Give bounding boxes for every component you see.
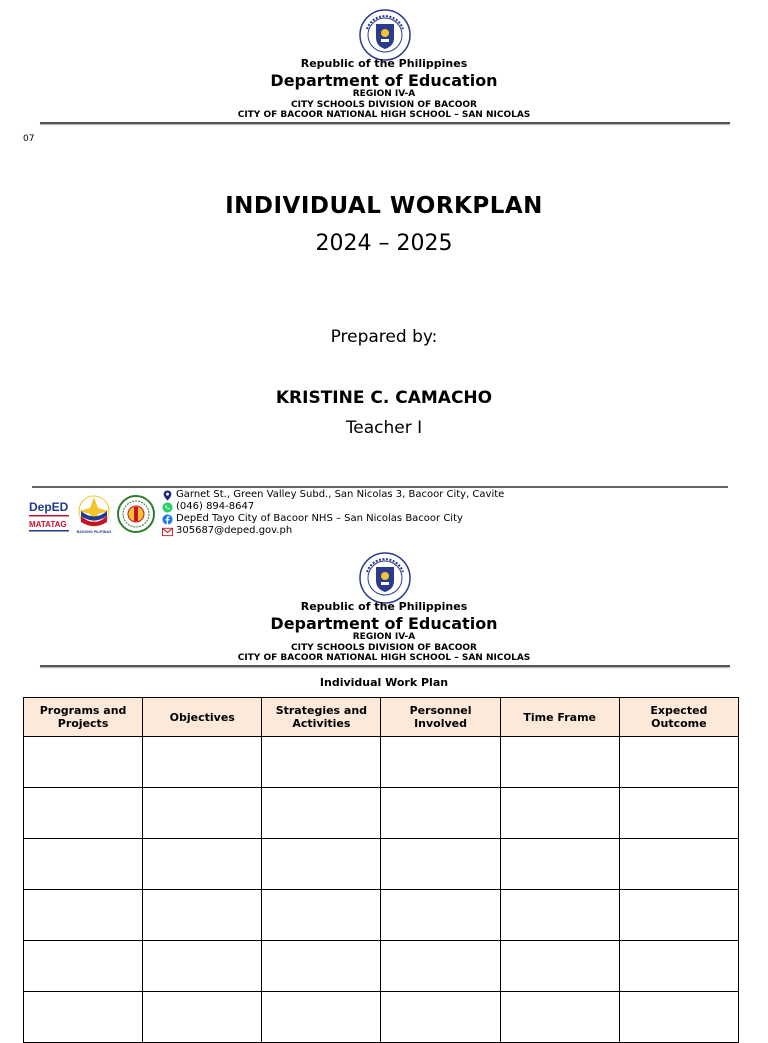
table-cell — [619, 737, 738, 788]
school-seal-logo — [117, 495, 155, 533]
table-cell — [24, 737, 143, 788]
table-cell — [262, 737, 381, 788]
table-cell — [24, 890, 143, 941]
contact-block — [162, 489, 504, 537]
preparer-name: KRISTINE C. CAMACHO — [275, 388, 493, 408]
table-cell — [500, 992, 619, 1043]
table-row — [24, 839, 739, 890]
table-cell — [262, 941, 381, 992]
email-row — [162, 525, 504, 537]
table-cell — [500, 737, 619, 788]
table-cell — [381, 941, 500, 992]
department-line: Department of Education — [270, 71, 498, 90]
table-cell — [381, 890, 500, 941]
svg-text:BAGONG PILIPINAS: BAGONG PILIPINAS — [76, 530, 112, 534]
cover-title: INDIVIDUAL WORKPLAN — [225, 193, 543, 219]
region-line: REGION IV-A — [352, 632, 416, 642]
location-icon — [162, 490, 173, 501]
facebook-text: DepEd Tayo City of Bacoor NHS – San Nicolas Bacoor City — [176, 513, 463, 524]
table-cell — [500, 788, 619, 839]
table-cell — [381, 839, 500, 890]
table-header-row — [24, 698, 739, 737]
table-cell — [381, 788, 500, 839]
column-header: Programs and Projects — [24, 698, 143, 737]
table-row — [24, 890, 739, 941]
table-cell — [500, 941, 619, 992]
svg-text:DepED: DepED — [29, 500, 69, 514]
phone-row — [162, 501, 504, 513]
address-text: Garnet St., Green Valley Subd., San Nicolas 3, Bacoor City, Cavite — [176, 489, 505, 500]
school-line: CITY OF BACOOR NATIONAL HIGH SCHOOL – SAN NICOLAS — [237, 653, 531, 663]
table-cell — [24, 992, 143, 1043]
table-cell — [24, 788, 143, 839]
table-cell — [143, 839, 262, 890]
phone-icon — [162, 502, 173, 513]
table-cell — [619, 992, 738, 1043]
mail-icon — [162, 526, 173, 537]
column-header: Expected Outcome — [619, 698, 738, 737]
address-row — [162, 489, 504, 501]
header-divider — [40, 122, 730, 124]
svg-text:MATATAG: MATATAG — [29, 520, 67, 529]
table-row — [24, 992, 739, 1043]
workplan-table — [23, 697, 739, 1043]
table-cell — [262, 839, 381, 890]
facebook-icon — [162, 514, 173, 525]
table-cell — [143, 941, 262, 992]
facebook-row — [162, 513, 504, 525]
table-cell — [619, 788, 738, 839]
email-text: 305687@deped.gov.ph — [176, 525, 293, 536]
preparer-position: Teacher I — [345, 418, 423, 438]
deped-seal-icon — [359, 552, 411, 604]
school-line: CITY OF BACOOR NATIONAL HIGH SCHOOL – SAN NICOLAS — [237, 110, 531, 120]
deped-seal-icon — [359, 9, 411, 61]
table-cell — [500, 839, 619, 890]
table-row — [24, 941, 739, 992]
table-cell — [262, 788, 381, 839]
column-header: Strategies and Activities — [262, 698, 381, 737]
division-line: CITY SCHOOLS DIVISION OF BACOOR — [291, 100, 477, 110]
table-cell — [24, 839, 143, 890]
phone-text: (046) 894-8647 — [176, 501, 255, 512]
department-line: Department of Education — [270, 614, 498, 633]
table-cell — [143, 992, 262, 1043]
bagong-pilipinas-logo — [76, 494, 112, 534]
table-cell — [143, 788, 262, 839]
table-row — [24, 737, 739, 788]
footer-divider — [32, 486, 728, 488]
table-cell — [619, 890, 738, 941]
table-cell — [619, 941, 738, 992]
table-cell — [381, 992, 500, 1043]
table-cell — [24, 941, 143, 992]
table-cell — [500, 890, 619, 941]
prepared-by-label: Prepared by: — [330, 327, 438, 347]
column-header: Personnel Involved — [381, 698, 500, 737]
table-row — [24, 788, 739, 839]
workplan-caption: Individual Work Plan — [319, 676, 449, 689]
table-cell — [262, 890, 381, 941]
header-divider — [40, 665, 730, 667]
deped-matatag-logo — [27, 494, 71, 534]
table-cell — [262, 992, 381, 1043]
table-cell — [143, 890, 262, 941]
table-cell — [143, 737, 262, 788]
division-line: CITY SCHOOLS DIVISION OF BACOOR — [291, 643, 477, 653]
table-cell — [381, 737, 500, 788]
document-code: 07 — [23, 134, 35, 144]
republic-line: Republic of the Philippines — [300, 57, 468, 70]
column-header: Objectives — [143, 698, 262, 737]
table-cell — [619, 839, 738, 890]
cover-year: 2024 – 2025 — [315, 231, 453, 256]
republic-line: Republic of the Philippines — [300, 600, 468, 613]
column-header: Time Frame — [500, 698, 619, 737]
region-line: REGION IV-A — [352, 89, 416, 99]
